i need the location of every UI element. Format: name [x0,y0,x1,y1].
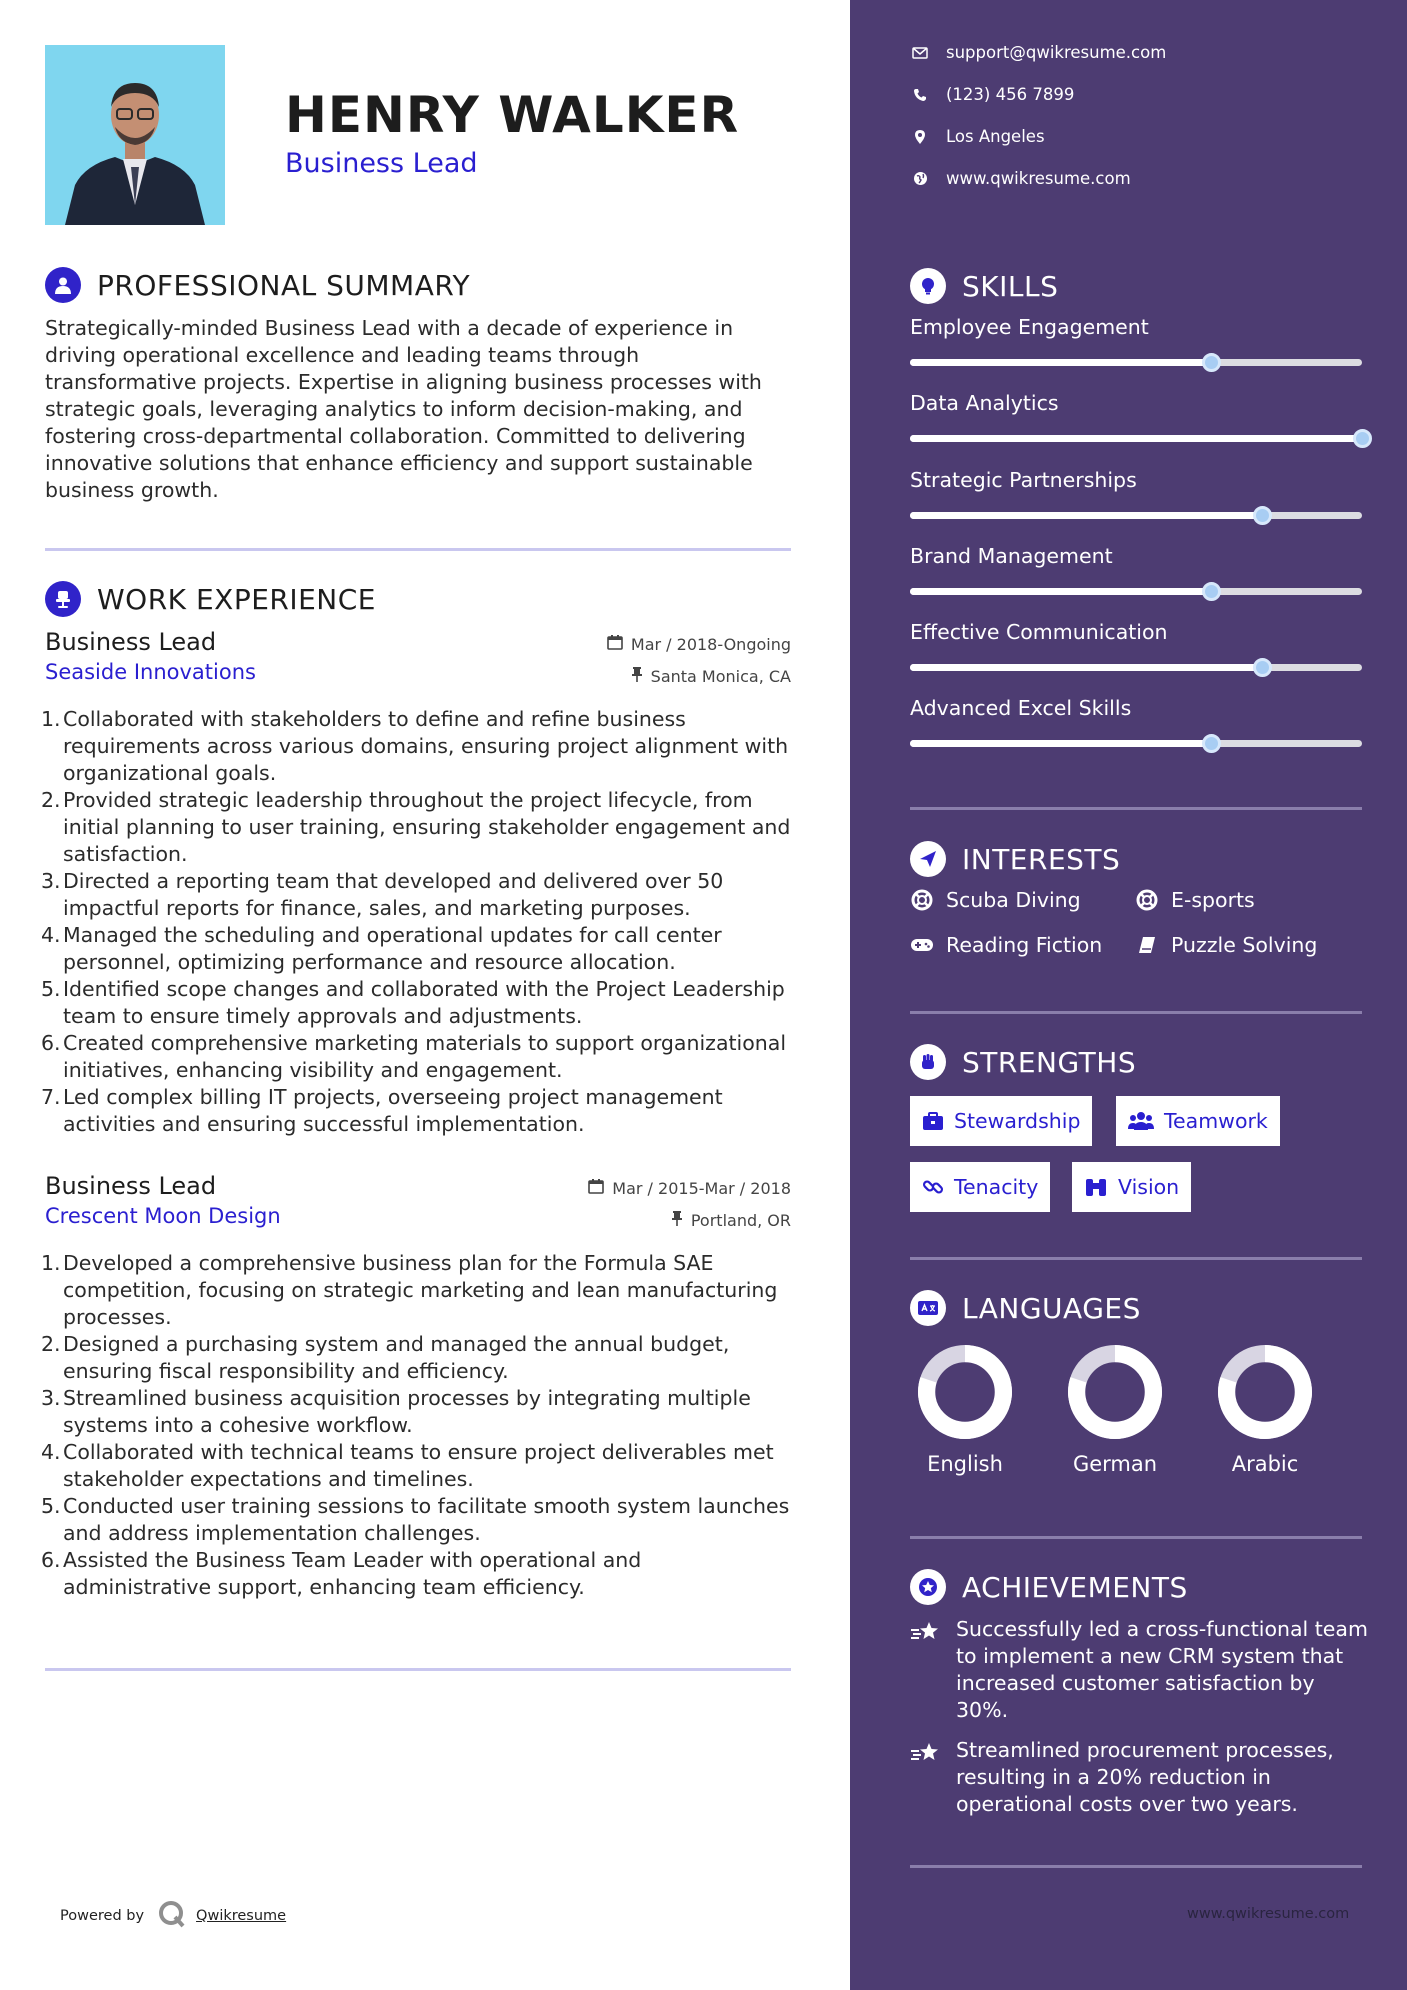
shooting-star-icon [910,1616,944,1724]
skill-bar-fill [910,359,1211,366]
list-item: 5. Conducted user training sessions to facilitate smooth system launches and address implementation challenges. [41,1494,790,1545]
skill-bar-fill [910,512,1262,519]
contact-location-text: Los Angeles [946,127,1045,146]
users-icon [1128,1111,1154,1131]
paper-plane-icon [910,841,946,877]
list-item: 6. Created comprehensive marketing materials to support organizational initiatives, enhancing visibility and engagement. [41,1031,787,1082]
job-title: Business Lead [45,1172,217,1200]
gamepad-icon [910,937,934,953]
pushpin-icon [671,1210,691,1230]
language-label: German [1072,1452,1158,1476]
phone-icon [910,88,930,102]
job-location-text: Portland, OR [690,1210,791,1230]
language-level-ring [915,1342,1015,1442]
language-item [1055,1342,1175,1476]
lightbulb-icon [910,268,946,304]
job-location [671,1210,791,1230]
job-dates-text: Mar / 2015-Mar / 2018 [612,1178,791,1198]
skill-item [910,315,1362,339]
job-dates-text: Mar / 2018-Ongoing [630,634,791,654]
language-ring-inner [936,1363,994,1421]
interest-item [910,933,1102,957]
strength-label: Stewardship [954,1109,1081,1133]
link-icon [922,1176,944,1198]
experience-heading-text: WORK EXPERIENCE [97,582,376,616]
skill-bar [910,512,1362,519]
list-item: 3. Directed a reporting team that developed and delivered over 50 impactful reports for finance, sales, and marketing purposes. [41,869,724,920]
strength-badge [910,1162,1050,1212]
sidebar [850,0,1407,1990]
calendar-icon [607,634,631,654]
divider [910,807,1362,810]
language-item [1205,1342,1325,1476]
contact-phone-text: (123) 456 7899 [946,85,1075,104]
interest-label: Reading Fiction [946,933,1103,957]
language-label: English [927,1452,1003,1476]
life-ring-icon [1135,889,1159,911]
job-dates [588,1178,791,1198]
summary-heading-text: PROFESSIONAL SUMMARY [97,268,471,302]
divider [45,548,791,551]
life-ring-icon [910,889,934,911]
job-bullets [41,706,791,1138]
job-location [631,666,791,686]
interest-item [1135,888,1255,912]
achievement-text: Successfully led a cross-functional team to implement a new CRM system that increased customer satisfaction by 30%. [956,1617,1368,1722]
skill-bar [910,588,1362,595]
list-item: 3. Streamlined business acquisition processes by integrating multiple systems into a cohesive workflow. [41,1386,751,1437]
strengths-heading-text: STRENGTHS [962,1045,1137,1079]
user-icon [45,267,81,303]
skill-bar-fill [910,435,1362,442]
divider [910,1257,1362,1260]
skill-item [910,391,1362,415]
skill-label: Strategic Partnerships [910,468,1137,492]
job-title: Business Lead [45,628,217,656]
language-level-ring [1065,1342,1165,1442]
contact-location [910,127,1045,146]
fist-icon [910,1044,946,1080]
language-ring-inner [1236,1363,1294,1421]
job-company: Seaside Innovations [45,660,256,684]
contact-email-text: support@qwikresume.com [946,43,1167,62]
candidate-name: HENRY WALKER [285,86,740,144]
list-item: 4. Collaborated with technical teams to ensure project deliverables met stakeholder expectations and timelines. [41,1440,774,1491]
candidate-title: Business Lead [285,148,478,179]
list-item: 4. Managed the scheduling and operational updates for call center personnel, optimizing performance and resource allocation. [41,923,722,974]
list-item: 6. Assisted the Business Team Leader with operational and administrative support, enhancing team efficiency. [41,1548,642,1599]
skills-heading-text: SKILLS [962,269,1059,303]
list-item: 1. Collaborated with stakeholders to define and refine business requirements across various domains, ensuring project alignment with organizational goals. [41,707,789,785]
job-location-text: Santa Monica, CA [650,666,791,686]
contact-email[interactable] [910,43,1166,62]
list-item: 1. Developed a comprehensive business plan for the Formula SAE competition, focusing on strategic marketing and lean manufacturing processes. [41,1251,778,1329]
skill-item [910,620,1362,644]
powered-by-text: Powered by [60,1908,145,1924]
skill-bar [910,435,1362,442]
achievements-heading-text: ACHIEVEMENTS [962,1570,1188,1604]
skill-bar [910,740,1362,747]
skill-bar-knob [1253,658,1272,677]
interest-label: Puzzle Solving [1171,933,1318,957]
skill-label: Effective Communication [910,620,1168,644]
skill-bar-knob [1202,353,1221,372]
experience-heading [45,581,376,617]
strength-badge [1072,1162,1191,1212]
calendar-icon [588,1178,612,1198]
footer-website[interactable]: www.qwikresume.com [1187,1906,1350,1922]
divider [45,1668,791,1671]
strength-label: Teamwork [1164,1109,1268,1133]
contact-website-text: www.qwikresume.com [946,169,1131,188]
language-item [905,1342,1025,1476]
skill-bar [910,359,1362,366]
language-label: Arabic [1231,1452,1299,1476]
skill-label: Advanced Excel Skills [910,696,1132,720]
languages-heading-text: LANGUAGES [962,1291,1141,1325]
book-icon [1135,935,1159,955]
job-dates [607,634,791,654]
skill-item [910,468,1362,492]
list-item: 2. Designed a purchasing system and managed the annual budget, ensuring fiscal responsibility and efficiency. [41,1332,730,1383]
interests-heading-text: INTERESTS [962,842,1121,876]
skills-heading [910,268,1058,304]
skill-bar-fill [910,588,1211,595]
strength-label: Tenacity [954,1175,1039,1199]
divider [910,1011,1362,1014]
achievement-item [910,1616,1370,1724]
skill-bar-knob [1202,582,1221,601]
shooting-star-icon [910,1737,944,1818]
divider [910,1865,1362,1868]
language-icon [910,1290,946,1326]
office-chair-icon [45,581,81,617]
skill-label: Brand Management [910,544,1113,568]
job-entry [41,1172,791,1601]
divider [910,1536,1362,1539]
contact-website[interactable] [910,169,1131,188]
skill-bar [910,664,1362,671]
strength-badge [910,1096,1092,1146]
profile-photo [45,45,225,225]
interest-item [910,888,1081,912]
briefcase-icon [922,1111,944,1131]
languages-heading [910,1290,1141,1326]
skill-item [910,544,1362,568]
list-item: 5. Identified scope changes and collaborated with the Project Leadership team to ensure timely approvals and adjustments. [41,977,785,1028]
summary-text: Strategically-minded Business Lead with a decade of experience in driving operational excellence and leading teams through transformative projects. Expertise in aligning business processes with strategic goals, leveraging analytics to inform decision-making, and fostering cross-departmental collaboration. Committed to delivering innovative solutions that enhance efficiency and support sustainable business growth. [45,316,762,502]
language-level-ring [1215,1342,1315,1442]
skill-bar-knob [1253,506,1272,525]
achievement-text: Streamlined procurement processes, resulting in a 20% reduction in operational costs over two years. [956,1738,1334,1816]
interest-label: Scuba Diving [946,888,1081,912]
globe-icon [910,171,930,186]
interests-heading [910,841,1120,877]
star-badge-icon [910,1569,946,1605]
job-entry [41,628,791,1138]
interest-item [1135,933,1317,957]
skill-item [910,696,1362,720]
contact-phone[interactable] [910,85,1074,104]
strengths-heading [910,1044,1136,1080]
language-ring-inner [1086,1363,1144,1421]
achievement-item [910,1737,1370,1818]
skill-bar-fill [910,664,1262,671]
skill-bar-knob [1202,734,1221,753]
qwikresume-link[interactable]: Qwikresume [196,1908,287,1924]
qwikresume-logo-icon [158,1900,186,1932]
skill-bar-knob [1353,429,1372,448]
map-marker-icon [910,129,930,145]
binoculars-icon [1084,1177,1108,1197]
powered-by [60,1900,286,1932]
strength-badge [1116,1096,1280,1146]
achievements-heading [910,1569,1188,1605]
list-item: 2. Provided strategic leadership throughout the project lifecycle, from initial planning to user training, ensuring stakeholder engagement and satisfaction. [41,788,791,866]
skill-label: Data Analytics [910,391,1059,415]
summary-heading [45,267,470,303]
skill-label: Employee Engagement [910,315,1149,339]
list-item: 7. Led complex billing IT projects, overseeing project management activities and ensuring successful implementation. [41,1085,723,1136]
strength-label: Vision [1118,1175,1180,1199]
job-bullets [41,1250,791,1601]
pushpin-icon [631,666,651,686]
interest-label: E-sports [1171,888,1255,912]
envelope-icon [910,47,930,59]
job-company: Crescent Moon Design [45,1204,281,1228]
skill-bar-fill [910,740,1211,747]
